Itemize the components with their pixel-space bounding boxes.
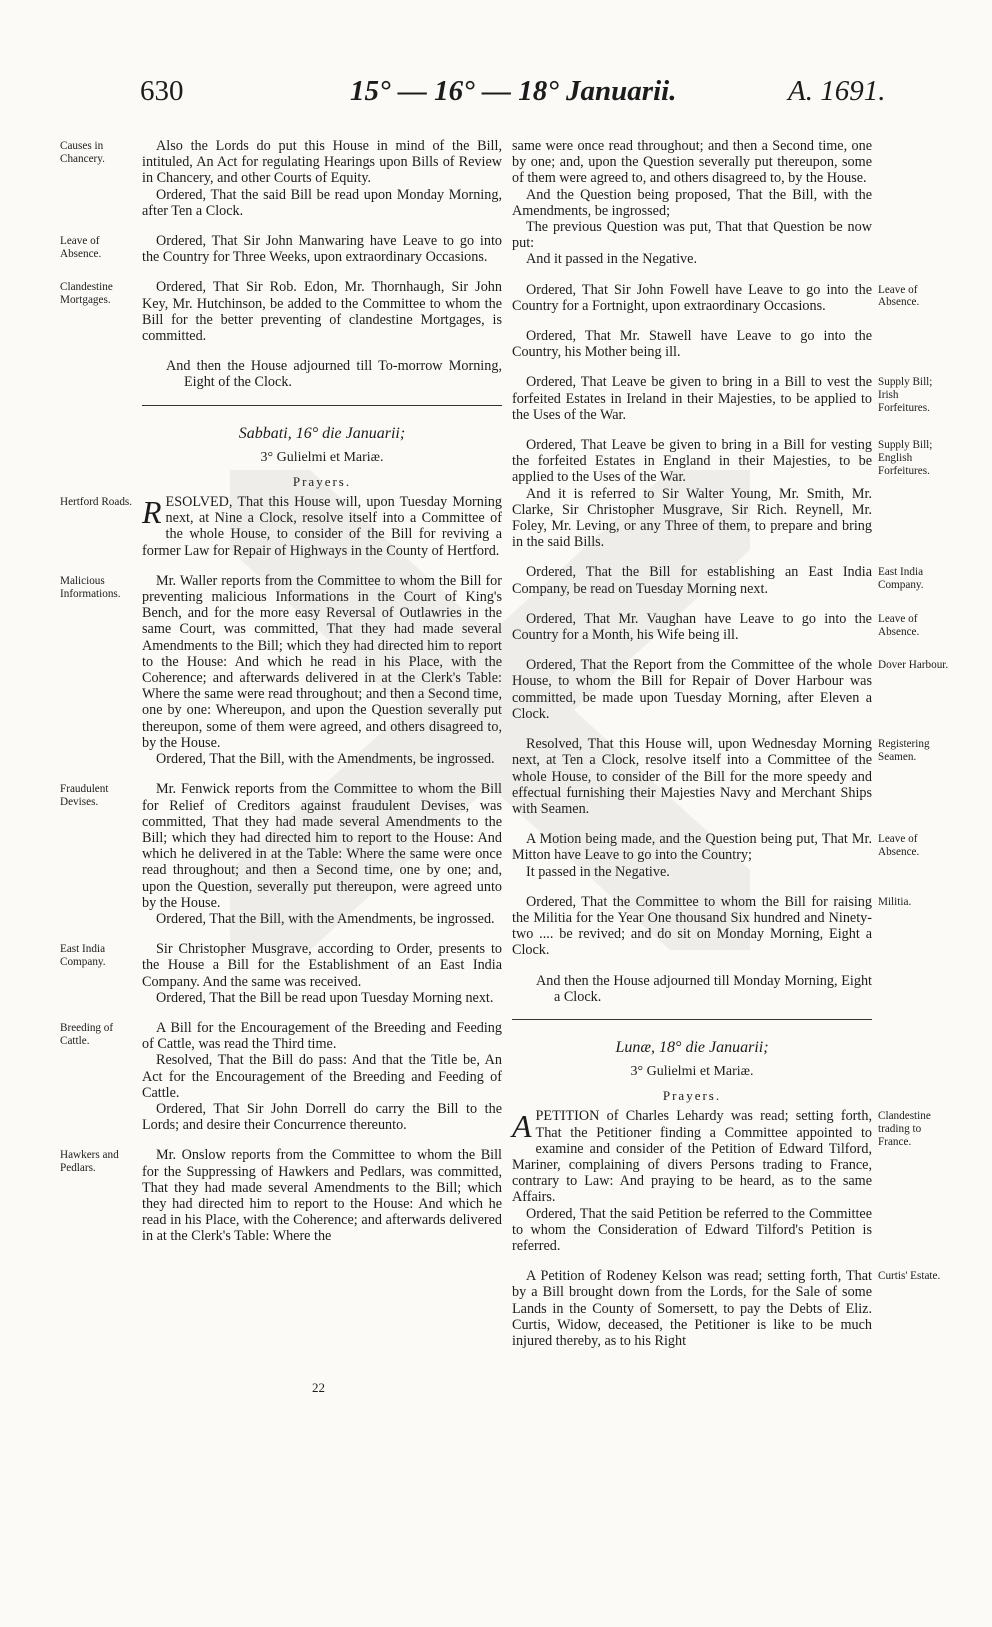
entry (60, 1147, 502, 1245)
entry (60, 494, 502, 559)
entry-text: And it passed in the Negative. (526, 251, 697, 268)
entry (512, 610, 920, 644)
entry-text: And then the House adjourned till Monday Morning, Eight a Clock. (536, 972, 872, 1005)
entry-text: APETITION of Charles Lehardy was read; setting forth, That the Petitioner finding a Committee appointed to examine and consider of the Petition of Edward Tilford, Mariner, complaining of divers Persons trading to France, contrary to Law: And praying to be heard, as to the same Affairs. (512, 1108, 872, 1206)
margin-note: Curtis' Estate. (878, 1270, 941, 1283)
day-title: Sabbati, 16° die Januarii; (238, 424, 406, 442)
entry-text: Ordered, That Sir John Manwaring have Leave to go into the Country for Three Weeks, upon extraordinary Occasions. (142, 233, 502, 266)
section-rule (142, 405, 502, 406)
margin-note: Clandestine trading to France. (878, 1110, 931, 1148)
entry-text: A Petition of Rodeney Kelson was read; setting forth, That by a Bill brought down from the Lords, for the Sale of some Lands in the County of Somersett, to pay the Debts of Eliz. Curtis, Widow, deceased, the Petitioner is like to be much injured thereby, as to his Right (512, 1268, 872, 1349)
entry-text: Mr. Waller reports from the Committee to whom the Bill for preventing malicious Informations in the Court of King's Bench, and for the more easy Reversal of Outlawries in the same Court, was committed, That they had made several Amendments to the Bill; which they had directed him to report to the House: And which he read in his Place, with the Coherence; and afterwards delivered in at the Clerk's Table: Where the same were read throughout; and then a Second time, one by one: Whereupon, and upon the Question severally put thereupon, some of them were agreed, and others disagreed to, by the House. (142, 572, 502, 751)
entry-text: It passed in the Negative. (526, 863, 670, 880)
margin-note: Registering Seamen. (878, 738, 930, 763)
entry-text: Ordered, That Leave be given to bring in a Bill to vest the forfeited Estates in Ireland in their Majesties, to be applied to the Uses of the War. (512, 374, 872, 423)
drop-cap: A (512, 1108, 532, 1145)
entry (60, 781, 502, 927)
entry-text: Ordered, That the Bill be read upon Tuesday Morning next. (156, 989, 494, 1006)
entry (512, 893, 912, 959)
margin-note: Supply Bill; Irish Forfeitures. (878, 376, 933, 415)
regnal-year: 3° Gulielmi et Mariæ. (260, 449, 384, 465)
margin-note: Breeding of Cattle. (60, 1021, 114, 1047)
margin-note: Leave of Absence. (878, 283, 920, 309)
entry (60, 572, 502, 768)
margin-note: Supply Bill; English Forfeitures. (878, 439, 933, 477)
margin-note: Leave of Absence. (878, 833, 920, 858)
prayers-label: Prayers. (292, 473, 352, 489)
entry (512, 736, 930, 817)
entry-text: Mr. Fenwick reports from the Committee to whom the Bill for Relief of Creditors against fraudulent Devises, was committed, That they had made several Amendments to the Bill; which they had directed him to report to the House: And which he delivered in at the Table: Where the same were once read throughout; and then a Second time, one by one; and, upon the Question, severally put thereupon, were agreed unto by the House. (142, 781, 502, 911)
entry (512, 831, 920, 880)
entry-text: Ordered, That the said Petition be referred to the Committee to whom the Consideration of Edward Tilford's Petition is referred. (512, 1205, 872, 1254)
regnal-year: 3° Gulielmi et Mariæ. (630, 1063, 754, 1079)
entry-text: Ordered, That Sir John Dorrell do carry the Bill to the Lords; and desire their Concurrence thereunto. (142, 1100, 502, 1134)
entry (60, 941, 502, 1006)
entry-text: Ordered, That the Committee to whom the Bill for raising the Militia for the Year One thousand Six hundred and Ninety-two .... be revived; and do sit on Monday Morning, Eight a Clock. (512, 893, 872, 959)
margin-note: East India Company. (878, 566, 924, 592)
entry-text: Sir Christopher Musgrave, according to Order, presents to the House a Bill for the Establishment of an East India Company. And the same was received. (142, 941, 502, 990)
entry-text: A Bill for the Encouragement of the Breeding and Feeding of Cattle, was read the Third time. (142, 1019, 502, 1053)
entry (512, 564, 924, 597)
margin-note: Dover Harbour. (878, 659, 949, 672)
right-column (512, 138, 949, 1363)
entry-text: Ordered, That the said Bill be read upon Monday Morning, after Ten a Clock. (142, 186, 502, 219)
margin-note: East India Company. (60, 943, 106, 968)
entry-text: Resolved, That this House will, upon Wednesday Morning next, at Ten a Clock, resolve itself into a Committee of the whole House, to consider of the Bill for the more speedy and effectual furnishing their Majesties Navy and Merchant Ships with Seamen. (512, 736, 872, 817)
header-dates: 15° — 16° — 18° Januarii. (350, 75, 677, 107)
margin-note: Leave of Absence. (878, 612, 920, 638)
entry (512, 1268, 941, 1349)
entry-text: And then the House adjourned till To-morrow Morning, Eight of the Clock. (166, 358, 502, 391)
entry-text: Ordered, That the Bill, with the Amendments, be ingrossed. (156, 910, 495, 927)
margin-note: Militia. (878, 895, 912, 908)
entry (512, 281, 920, 314)
section-rule (512, 1019, 872, 1020)
entry-text: Ordered, That Sir John Fowell have Leave to go into the Country for a Fortnight, upon extraordinary Occasions. (512, 281, 872, 314)
adjournment (512, 973, 872, 1005)
margin-note: Malicious Informations. (60, 574, 121, 600)
page-number: 630 (140, 75, 184, 107)
entry (60, 138, 502, 219)
entry-text: Resolved, That the Bill do pass: And that the Title be, An Act for the Encouragement of the Breeding and Feeding of Cattle. (142, 1052, 502, 1101)
entry-text: Ordered, That the Bill for establishing an East India Company, be read on Tuesday Morning next. (512, 564, 872, 597)
drop-cap: R (142, 494, 162, 531)
entry (512, 138, 872, 268)
entry-text: Ordered, That the Bill, with the Amendments, be ingrossed. (156, 751, 495, 768)
left-column (60, 138, 502, 1259)
margin-note: Causes in Chancery. (60, 140, 105, 165)
entry (60, 1019, 502, 1134)
margin-note: Hertford Roads. (60, 496, 133, 509)
entry-text: Ordered, That Sir Rob. Edon, Mr. Thornhaugh, Sir John Key, Mr. Hutchinson, be added to the Committee to whom the Bill for the better preventing of clandestine Mortgages, is committed. (142, 279, 502, 345)
margin-note: Hawkers and Pedlars. (60, 1149, 119, 1175)
entry-text: Mr. Onslow reports from the Committee to whom the Bill for the Suppressing of Hawkers and Pedlars, was committed, That they had made several Amendments to the Bill; which they had directed him to report to the House: And which he read in his Place, with the Coherence; and afterwards delivered in at the Clerk's Table: Where the (142, 1147, 502, 1245)
prayers-label: Prayers. (662, 1088, 722, 1104)
entry-text: Also the Lords do put this House in mind of the Bill, intituled, An Act for regulating Hearings upon Bills of Review in Chancery, and other Courts of Equity. (142, 138, 502, 187)
entry (512, 374, 933, 423)
entry-text: And it is referred to Sir Walter Young, Mr. Smith, Mr. Clarke, Sir Christopher Musgrave, Sir Rich. Reynell, Mr. Foley, Mr. Leving, or any Three of them, to prepare and bring in the said Bills. (512, 485, 872, 551)
entry (60, 279, 502, 345)
day-title: Lunæ, 18° die Januarii; (615, 1038, 769, 1056)
entry-text: Ordered, That Mr. Stawell have Leave to go into the Country, his Mother being ill. (512, 328, 872, 361)
entry (60, 233, 502, 266)
entry-text: And the Question being proposed, That the Bill, with the Amendments, be ingrossed; (512, 186, 872, 219)
entry-text: A Motion being made, and the Question being put, That Mr. Mitton have Leave to go into the Country; (512, 831, 872, 864)
day-heading (512, 1038, 872, 1104)
margin-note: Fraudulent Devises. (60, 783, 109, 809)
entry (512, 657, 949, 722)
entry-text: Ordered, That Leave be given to bring in a Bill for vesting the forfeited Estates in England in their Majesties, to be applied to the Uses of the War. (512, 437, 872, 486)
entry (512, 1108, 931, 1254)
entry-text: Ordered, That the Report from the Committee of the whole House, to whom the Bill for Repair of Dover Harbour was committed, be made upon Tuesday Morning, after Eleven a Clock. (512, 657, 872, 722)
header-year: A. 1691. (788, 75, 886, 107)
entry-text: RESOLVED, That this House will, upon Tuesday Morning next, at Nine a Clock, resolve itself into a Committee of the whole House, to consider of the Bill for reviving a former Law for Repair of Highways in the County of Hertford. (142, 494, 502, 559)
adjournment (142, 358, 502, 390)
signature-mark: 22 (312, 1380, 325, 1395)
day-heading (142, 424, 502, 490)
margin-note: Leave of Absence. (60, 235, 102, 260)
entry-text: Ordered, That Mr. Vaughan have Leave to go into the Country for a Month, his Wife being ill. (512, 610, 872, 644)
entry (512, 328, 872, 360)
margin-note: Clandestine Mortgages. (60, 281, 113, 307)
entry-text: The previous Question was put, That that Question be now put: (512, 219, 872, 252)
entry-text: same were once read throughout; and then a Second time, one by one; and, upon the Question severally put thereupon, some of them were agreed to, and others disagreed to, by the House. (512, 138, 872, 187)
entry (512, 437, 933, 551)
